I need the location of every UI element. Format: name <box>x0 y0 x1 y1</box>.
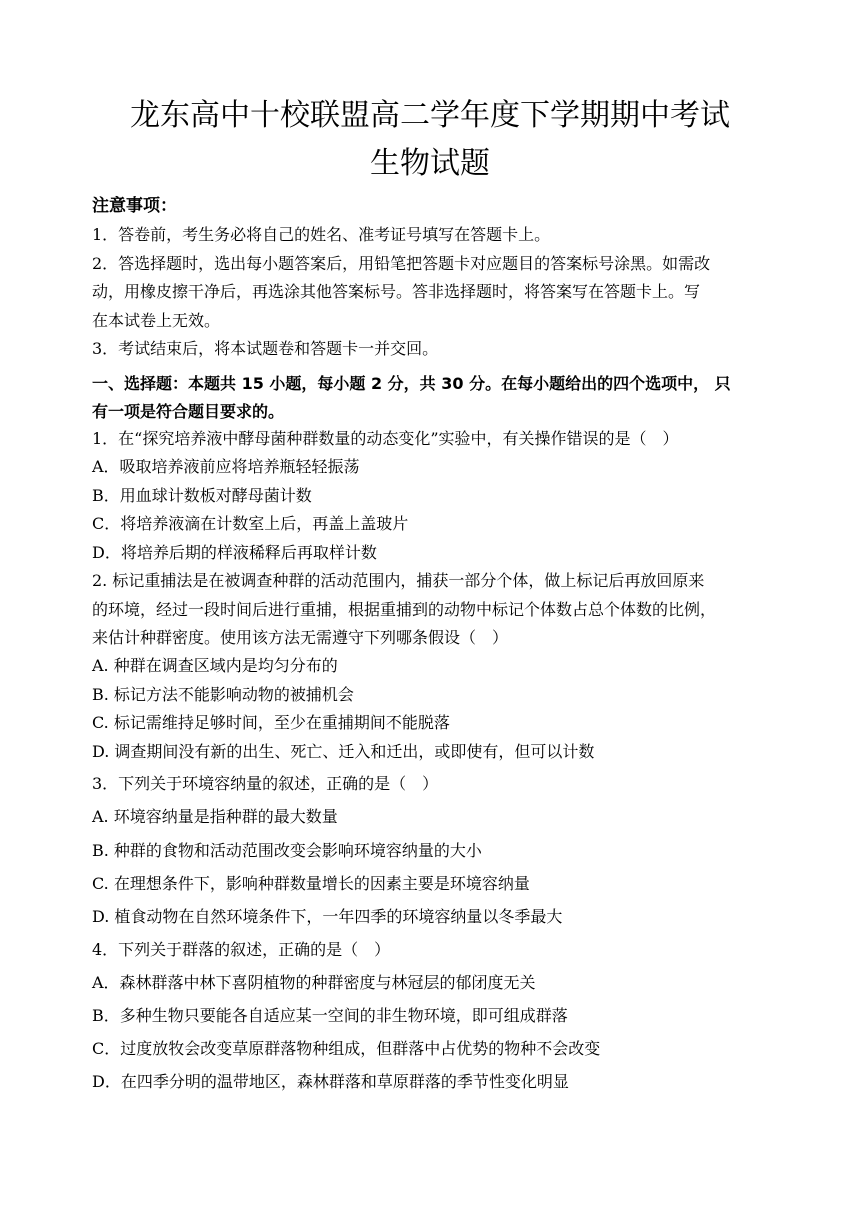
option-b: B．多种生物只要能各自适应某一空间的非生物环境，即可组成群落 <box>92 1006 568 1025</box>
option-a: A．森林群落中林下喜阴植物的种群密度与林冠层的郁闭度无关 <box>92 973 536 992</box>
notice-line-2: 2．答选择题时，选出每小题答案后，用铅笔把答题卡对应题目的答案标号涂黑。如需改 <box>92 254 711 273</box>
question-stem: 1．在“探究培养液中酵母菌种群数量的动态变化”实验中，有关操作错误的是（ ） <box>92 429 679 448</box>
exam-subject-title: 生物试题 <box>370 146 490 181</box>
option-d: D. 调查期间没有新的出生、死亡、迁入和迁出，或即使有，但可以计数 <box>92 742 595 761</box>
option-b: B. 种群的食物和活动范围改变会影响环境容纳量的大小 <box>92 841 482 860</box>
option-b: B．用血球计数板对酵母菌计数 <box>92 486 312 505</box>
notice-heading: 注意事项： <box>92 196 177 216</box>
notice-line-3: 动，用橡皮擦干净后，再选涂其他答案标号。答非选择题时，将答案写在答题卡上。写 <box>92 282 701 301</box>
option-a: A．吸取培养液前应将培养瓶轻轻振荡 <box>92 457 360 476</box>
option-a: A. 种群在调查区域内是均匀分布的 <box>92 656 338 675</box>
option-d: D. 植食动物在自然环境条件下，一年四季的环境容纳量以冬季最大 <box>92 907 563 926</box>
option-c: C．将培养液滴在计数室上后，再盖上盖玻片 <box>92 514 409 533</box>
section-heading-line-1: 一、选择题：本题共 15 小题，每小题 2 分，共 30 分。在每小题给出的四个选项中， 只 <box>92 374 731 393</box>
question-stem-line-2: 的环境，经过一段时间后进行重捕，根据重捕到的动物中标记个体数占总个体数的比例， <box>92 600 717 619</box>
option-c: C．过度放牧会改变草原群落物种组成，但群落中占优势的物种不会改变 <box>92 1039 601 1058</box>
notice-line-1: 1．答卷前，考生务必将自己的姓名、准考证号填写在答题卡上。 <box>92 225 551 244</box>
question-stem: 3．下列关于环境容纳量的叙述，正确的是（ ） <box>92 774 439 793</box>
option-c: C. 在理想条件下，影响种群数量增长的因素主要是环境容纳量 <box>92 874 530 893</box>
section-heading-line-2: 有一项是符合题目要求的。 <box>92 402 285 421</box>
notice-line-5: 3．考试结束后，将本试题卷和答题卡一并交回。 <box>92 339 439 358</box>
question-stem: 4．下列关于群落的叙述，正确的是（ ） <box>92 940 391 959</box>
option-d: D．在四季分明的温带地区，森林群落和草原群落的季节性变化明显 <box>92 1072 569 1091</box>
option-b: B. 标记方法不能影响动物的被捕机会 <box>92 685 354 704</box>
option-d: D．将培养后期的样液稀释后再取样计数 <box>92 543 377 562</box>
question-stem-line-1: 2. 标记重捕法是在被调查种群的活动范围内，捕获一部分个体，做上标记后再放回原来 <box>92 571 705 590</box>
exam-title: 龙东高中十校联盟高二学年度下学期期中考试 <box>130 98 730 133</box>
option-a: A. 环境容纳量是指种群的最大数量 <box>92 807 338 826</box>
option-c: C. 标记需维持足够时间，至少在重捕期间不能脱落 <box>92 713 450 732</box>
notice-line-4: 在本试卷上无效。 <box>92 311 221 330</box>
question-stem-line-3: 来估计种群密度。使用该方法无需遵守下列哪条假设（ ） <box>92 628 509 647</box>
